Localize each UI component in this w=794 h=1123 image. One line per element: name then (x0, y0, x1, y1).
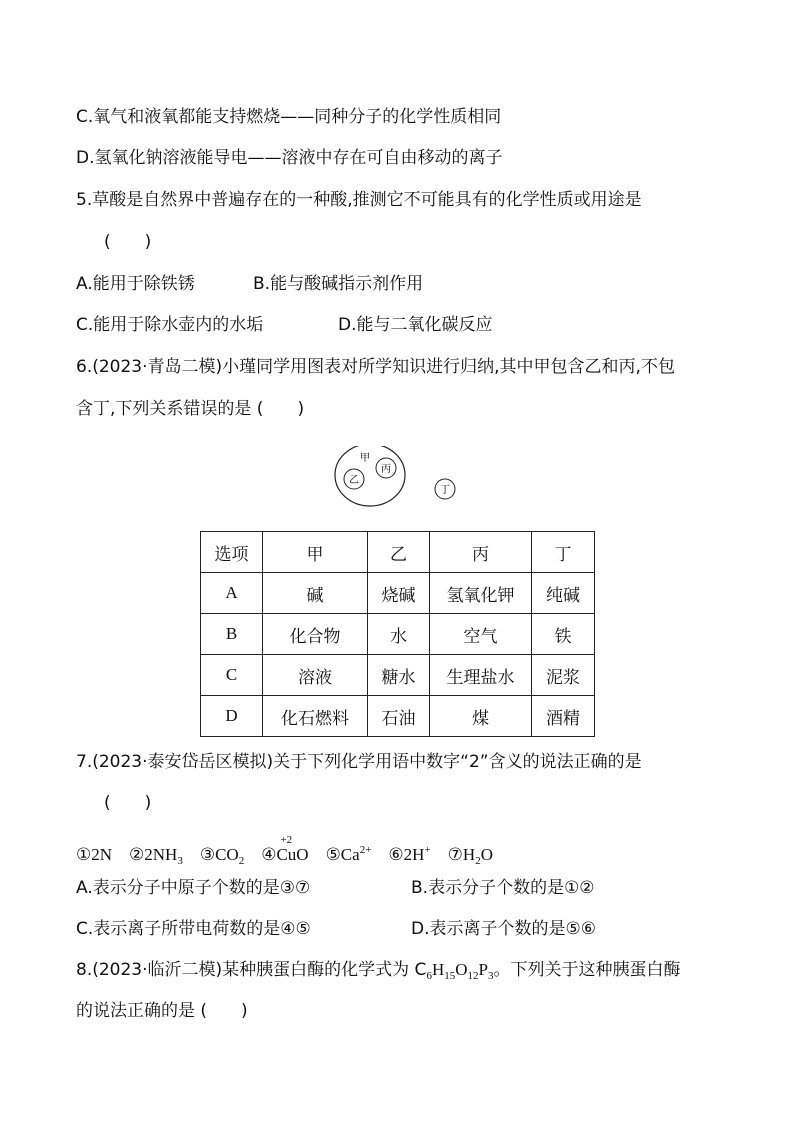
table-cell: 酒精 (532, 696, 595, 737)
q5-answer-paren: ( ) (104, 232, 152, 252)
label-bing: 丙 (381, 464, 391, 475)
q4-option-c: C.氧气和液氧都能支持燃烧——同种分子的化学性质相同 (76, 107, 502, 127)
table-row (201, 696, 595, 737)
q7-answer-paren: ( ) (104, 793, 152, 813)
table-header-row (201, 532, 595, 573)
table-cell: 石油 (368, 696, 430, 737)
table-cell: D (201, 696, 263, 737)
table-cell: 烧碱 (368, 573, 430, 614)
q7-item-4: ④ +2 CuO (261, 834, 309, 864)
q7-option-d: D.表示离子个数的是⑤⑥ (411, 919, 596, 939)
table-cell: C (201, 655, 263, 696)
header-cell: 选项 (201, 532, 263, 573)
q7-item-3: $③CO_2$ (199, 845, 245, 867)
q5-option-c: C.能用于除水壶内的水垢 (76, 315, 264, 335)
table-cell: 煤 (430, 696, 532, 737)
table-cell: 碱 (263, 573, 368, 614)
q8-stem-line2: 的说法正确的是 ( ) (76, 1001, 248, 1021)
circle-jia (335, 446, 405, 506)
q7-symbol-list (76, 834, 493, 873)
q5-option-d: D.能与二氧化碳反应 (338, 315, 493, 335)
header-cell: 乙 (368, 532, 430, 573)
table-cell: 生理盐水 (430, 655, 532, 696)
table-cell: A (201, 573, 263, 614)
label-yi: 乙 (349, 475, 359, 486)
header-cell: 丙 (430, 532, 532, 573)
table-cell: 空气 (430, 614, 532, 655)
q6-stem-line2: 含丁,下列关系错误的是 ( ) (76, 399, 305, 419)
q6-stem-line1: 6.(2023·青岛二模)小瑾同学用图表对所学知识进行归纳,其中甲包含乙和丙,不包 (76, 357, 675, 377)
header-cell: 丁 (532, 532, 595, 573)
table-cell: 化石燃料 (263, 696, 368, 737)
q5-option-b: B.能与酸碱指示剂作用 (253, 274, 424, 294)
q5-stem: 5.草酸是自然界中普遍存在的一种酸,推测它不可能具有的化学性质或用途是 (76, 190, 642, 210)
table-cell: 溶液 (263, 655, 368, 696)
table-cell: 纯碱 (532, 573, 595, 614)
table-cell: 糖水 (368, 655, 430, 696)
q7-stem: 7.(2023·泰安岱岳区模拟)关于下列化学用语中数字“2”含义的说法正确的是 (76, 752, 642, 772)
table-cell: 氢氧化钾 (430, 573, 532, 614)
q7-item-2: $②2NH_3$ (129, 845, 183, 867)
table-cell: 泥浆 (532, 655, 595, 696)
table-cell: B (201, 614, 263, 655)
table-row (201, 655, 595, 696)
table-row (201, 614, 595, 655)
q6-table (200, 531, 595, 737)
table-cell: 铁 (532, 614, 595, 655)
table-cell: 水 (368, 614, 430, 655)
q7-item-5: $⑤Ca^{2+}$ (325, 844, 372, 864)
header-cell: 甲 (263, 532, 368, 573)
label-ding: 丁 (440, 485, 450, 496)
label-jia: 甲 (360, 453, 370, 464)
q7-item-1: ①2N (76, 845, 113, 864)
q7-item-6: ⑥2H+ (388, 844, 431, 864)
q7-option-a: A.表示分子中原子个数的是③⑦ (76, 878, 311, 898)
q7-option-c: C.表示离子所带电荷数的是④⑤ (76, 919, 311, 939)
q7-option-b: B.表示分子个数的是①② (411, 878, 595, 898)
q5-option-a: A.能用于除铁锈 (76, 274, 195, 294)
table-row (201, 573, 595, 614)
q7-item-7: $⑦H_2O$ (447, 845, 493, 867)
q4-option-d: D.氢氧化钠溶液能导电——溶液中存在可自由移动的离子 (76, 148, 503, 168)
q6-venn-diagram (333, 446, 463, 511)
q8-stem-line1: 8.(2023·临沂二模)某种胰蛋白酶的化学式为 $C_6H_{15}O_{12}P_3$。下列关于这种胰蛋白酶 (76, 960, 681, 982)
table-cell: 化合物 (263, 614, 368, 655)
